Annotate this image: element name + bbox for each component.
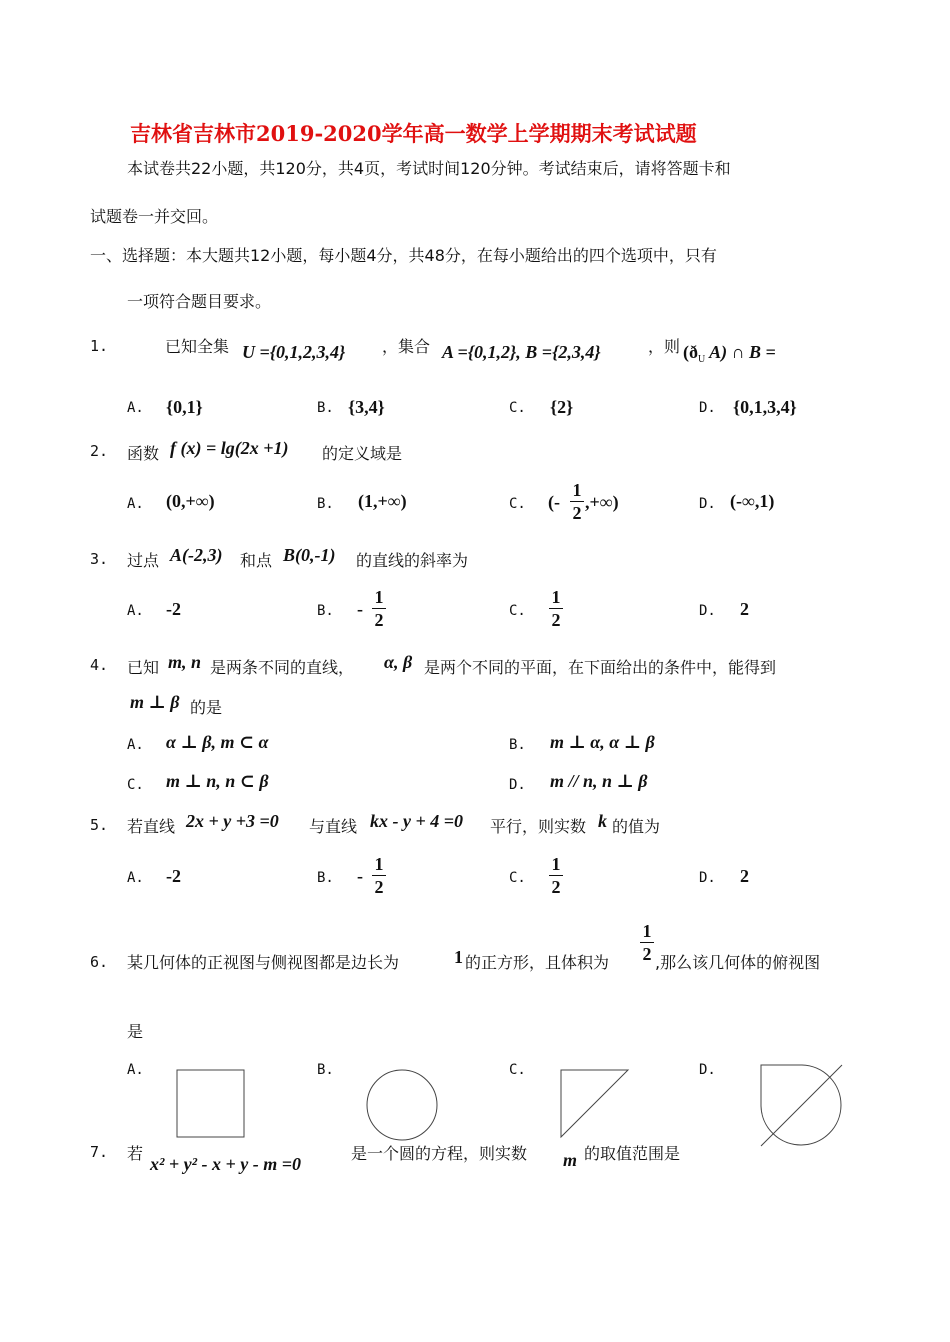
question-6-text: 某几何体的正视图与侧视图都是边长为 (127, 953, 400, 972)
question-7-number: 7. (90, 1143, 109, 1161)
fraction-denominator: 2 (642, 944, 652, 964)
question-5-text-3: 平行，则实数 (490, 817, 587, 836)
fraction-bar (549, 608, 563, 609)
q6-option-a-square-figure (176, 1069, 246, 1139)
q3-option-c-fraction (549, 587, 563, 630)
q5-option-b-label: B. (317, 870, 334, 886)
q5-option-b-fraction (372, 854, 386, 897)
q3-option-b-label: B. (317, 603, 334, 619)
question-5-line-1: 2x + y +3 =0 (186, 811, 279, 831)
question-4-text-2: 是两条不同的直线， (210, 658, 355, 677)
fraction-numerator: 1 (551, 854, 561, 874)
question-2-text: 函数 (127, 444, 160, 463)
question-5-text: 若直线 (127, 817, 176, 836)
q6-option-c-triangle-figure (560, 1069, 630, 1139)
q4-option-d: m // n, n ⊥ β (550, 771, 648, 791)
fraction-numerator: 1 (374, 587, 384, 607)
q4-option-c-label: C. (127, 777, 144, 793)
question-1-text-3: ，则 (648, 337, 681, 356)
question-6-side: 1 (454, 947, 463, 967)
q6-option-b-label: B. (317, 1062, 334, 1078)
question-7-text-2: 是一个圆的方程，则实数 (351, 1144, 528, 1163)
question-4-number: 4. (90, 656, 109, 674)
question-1-text-2: ，集合 (382, 337, 431, 356)
q2-option-b: (1,+∞) (358, 491, 407, 511)
question-1-number: 1. (90, 337, 109, 355)
question-5-k: k (598, 811, 607, 831)
q2-option-d-label: D. (699, 496, 716, 512)
intro-line-1: 本试卷共22小题，共120分，共4页，考试时间120分钟。考试结束后，请将答题卡和 (127, 159, 731, 178)
q6-option-c-label: C. (509, 1062, 526, 1078)
fraction-denominator: 2 (374, 610, 384, 630)
q5-option-a: -2 (166, 866, 181, 886)
question-4-planes: α, β (384, 652, 413, 672)
q6-option-d-quarter-circle-figure (760, 1064, 844, 1148)
q4-option-a-label: A. (127, 737, 144, 753)
q1-option-a-label: A. (127, 400, 144, 416)
fraction-bar (640, 942, 654, 943)
page-title: 吉林省吉林市2019-2020学年高一数学上学期期末考试试题 (130, 121, 697, 146)
question-7-text: 若 (127, 1144, 144, 1163)
question-2-text-2: 的定义域是 (322, 444, 403, 463)
q2-option-c-label: C. (509, 496, 526, 512)
fraction-denominator: 2 (551, 877, 561, 897)
q3-option-d-label: D. (699, 603, 716, 619)
question-5-line-2: kx - y + 4 =0 (370, 811, 463, 831)
q4-option-c: m ⊥ n, n ⊂ β (166, 771, 269, 791)
square-outline (177, 1070, 244, 1137)
q1-option-c-label: C. (509, 400, 526, 416)
question-3-number: 3. (90, 550, 109, 568)
diagonal-line (761, 1065, 842, 1146)
q4-option-b-label: B. (509, 737, 526, 753)
question-7-m: m (563, 1150, 578, 1170)
fraction-denominator: 2 (551, 610, 561, 630)
fraction-denominator: 2 (572, 503, 582, 523)
q3-option-b-fraction (372, 587, 386, 630)
complement-subscript: U (698, 354, 706, 365)
question-5-text-2: 与直线 (309, 817, 358, 836)
question-3-point-a: A(-2,3) (170, 545, 223, 565)
q6-option-d-label: D. (699, 1062, 716, 1078)
q1-option-c: {2} (550, 397, 574, 417)
q6-option-b-circle-figure (365, 1068, 439, 1142)
intro-line-2: 试题卷一并交回。 (90, 207, 219, 226)
fraction-numerator: 1 (551, 587, 561, 607)
question-1-text: 已知全集 (165, 337, 230, 356)
q5-option-a-label: A. (127, 870, 144, 886)
question-5-number: 5. (90, 816, 109, 834)
q1-option-b: {3,4} (348, 397, 385, 417)
q2-option-c-pre: (- (548, 492, 560, 512)
question-4-goal-text: 的是 (190, 698, 223, 717)
q5-option-c-fraction (549, 854, 563, 897)
q2-option-a: (0,+∞) (166, 491, 215, 511)
q5-option-b-sign: - (357, 866, 363, 886)
complement-symbol: (ð (683, 342, 698, 362)
question-7-text-3: 的取值范围是 (584, 1144, 681, 1163)
q5-option-d-label: D. (699, 870, 716, 886)
q4-option-d-label: D. (509, 777, 526, 793)
q3-option-c-label: C. (509, 603, 526, 619)
q1-option-d: {0,1,3,4} (733, 397, 797, 417)
question-6-text-2: 的正方形，且体积为 (465, 953, 610, 972)
question-4-lines: m, n (168, 652, 202, 672)
section-header: 一、选择题：本大题共12小题，每小题4分，共48分，在每小题给出的四个选项中，只有 (90, 246, 717, 265)
fraction-numerator: 1 (642, 921, 652, 941)
fraction-bar (570, 501, 584, 502)
q2-option-c-post: ,+∞) (585, 492, 619, 512)
question-5-text-4: 的值为 (612, 817, 661, 836)
question-4-text: 已知 (127, 658, 160, 677)
fraction-numerator: 1 (374, 854, 384, 874)
fraction-bar (372, 875, 386, 876)
question-6-number: 6. (90, 953, 109, 971)
question-6-volume-fraction (640, 921, 654, 964)
q1-option-d-label: D. (699, 400, 716, 416)
q6-option-a-label: A. (127, 1062, 144, 1078)
q4-option-b: m ⊥ α, α ⊥ β (550, 732, 655, 752)
question-4-goal: m ⊥ β (130, 692, 180, 712)
question-2-number: 2. (90, 442, 109, 460)
fraction-bar (372, 608, 386, 609)
question-7-equation: x² + y² - x + y - m =0 (150, 1154, 302, 1174)
fraction-denominator: 2 (374, 877, 384, 897)
q2-option-d: (-∞,1) (730, 491, 775, 511)
fraction-bar (549, 875, 563, 876)
q2-option-c-fraction (570, 480, 584, 523)
question-3-text-2: 和点 (240, 551, 273, 570)
fraction-numerator: 1 (572, 480, 582, 500)
q2-option-b-label: B. (317, 496, 334, 512)
circle-outline (367, 1070, 437, 1140)
question-3-text: 过点 (127, 551, 160, 570)
q5-option-d: 2 (740, 866, 749, 886)
q4-option-a: α ⊥ β, m ⊂ α (166, 732, 269, 752)
q3-option-d: 2 (740, 599, 749, 619)
question-4-text-3: 是两个不同的平面，在下面给出的条件中，能得到 (424, 658, 777, 677)
q1-option-a: {0,1} (166, 397, 203, 417)
question-3-text-3: 的直线的斜率为 (356, 551, 469, 570)
question-1-math-comp (683, 342, 776, 365)
q1-option-b-label: B. (317, 400, 334, 416)
q2-option-a-label: A. (127, 496, 144, 512)
question-6-text-3: ,那么该几何体的俯视图 (655, 953, 821, 972)
complement-rest: A) ∩ B = (705, 342, 776, 362)
question-2-math: f (x) = lg(2x +1) (170, 438, 289, 458)
q3-option-b-sign: - (357, 599, 363, 619)
triangle-outline (561, 1070, 628, 1137)
section-header-cont: 一项符合题目要求。 (127, 292, 272, 311)
question-3-point-b: B(0,-1) (283, 545, 336, 565)
question-6-text-4: 是 (127, 1022, 144, 1041)
q5-option-c-label: C. (509, 870, 526, 886)
question-1-math-ab: A ={0,1,2}, B ={2,3,4} (442, 342, 601, 362)
q3-option-a-label: A. (127, 603, 144, 619)
q3-option-a: -2 (166, 599, 181, 619)
question-1-math-u: U ={0,1,2,3,4} (242, 342, 346, 362)
quarter-circle-outline (761, 1065, 841, 1145)
